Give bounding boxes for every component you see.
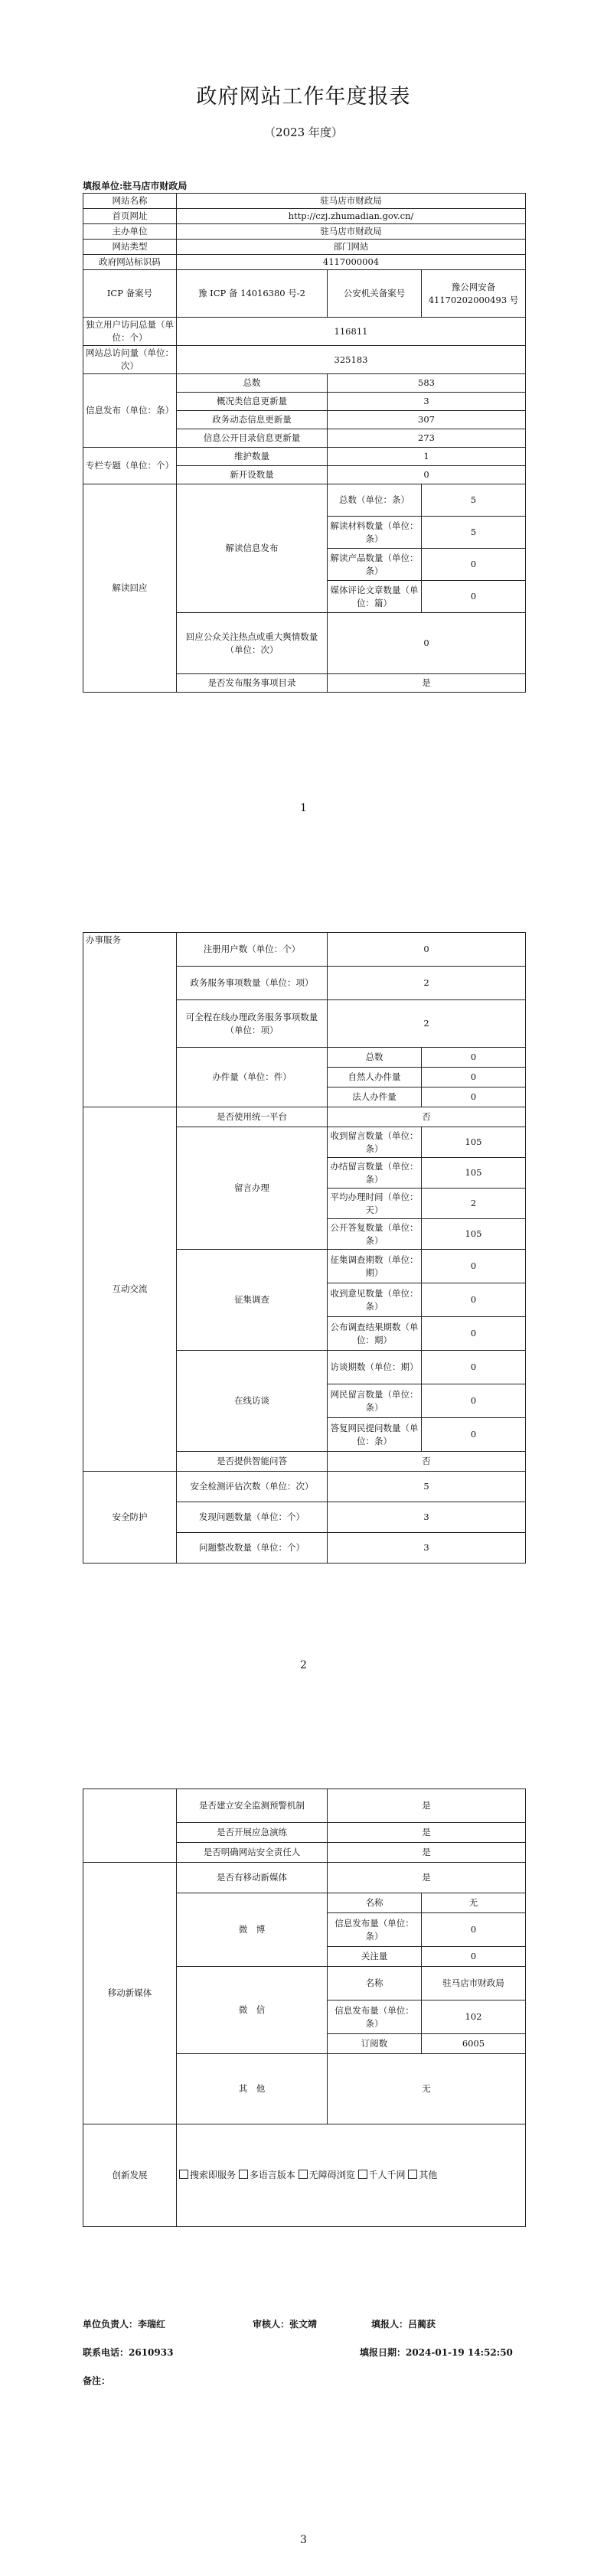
psb-label: 公安机关备案号 [328,270,422,318]
owner-value: 是 [328,1843,526,1863]
unit-leader: 单位负责人：李瑞红 [83,2319,166,2330]
owner-label: 是否明确网站安全责任人 [177,1843,328,1863]
report-table-page2 [83,932,526,1564]
weibo-name-label: 名称 [328,1893,422,1913]
home-url-label: 首页网址 [83,209,177,224]
info-catalog-value: 273 [328,429,526,448]
survey-opinion-label: 收到意见数量（单位：条） [328,1283,422,1317]
home-url-value: http://czj.zhumadian.gov.cn/ [177,209,526,224]
items-label: 政务服务事项数量（单位：项） [177,967,328,1000]
sponsor-label: 主办单位 [83,224,177,240]
site-code-value: 4117000004 [177,255,526,270]
handle-legal-label: 法人办件量 [328,1087,422,1107]
wechat-label: 微 信 [177,1967,328,2054]
has-media-label: 是否有移动新媒体 [177,1863,328,1893]
icp-label: ICP 备案号 [83,270,177,318]
report-table-page3 [83,1789,526,2227]
handle-person-value: 0 [422,1068,526,1087]
report-year: （2023 年度） [264,126,343,139]
wechat-sub-value: 6005 [422,2034,526,2054]
column-maintain-label: 维护数量 [177,448,328,466]
info-overview-value: 3 [328,393,526,411]
icp-value: 豫 ICP 备 14016380 号-2 [177,270,328,318]
sponsor-value: 驻马店市财政局 [177,224,526,240]
option-label: 千人千网 [368,2170,406,2180]
weibo-posts-value: 0 [422,1913,526,1947]
msg-days-label: 平均办理时间（单位：天） [328,1189,422,1219]
interview-label: 在线访谈 [177,1351,328,1452]
has-media-value: 是 [328,1863,526,1893]
wechat-posts-value: 102 [422,2000,526,2034]
security-blank-cell [83,1789,177,1863]
option-label: 多语言版本 [249,2170,295,2180]
filing-unit: 填报单位:驻马店市财政局 [83,181,188,191]
smart-qa-label: 是否提供智能问答 [177,1452,328,1472]
drill-label: 是否开展应急演练 [177,1823,328,1843]
users-value: 0 [328,933,526,967]
interview-msg-value: 0 [422,1384,526,1418]
online-items-value: 2 [328,1000,526,1048]
interp-release-label: 解读信息发布 [177,484,328,613]
weibo-name-value: 无 [422,1893,526,1913]
interp-total-value: 5 [422,484,526,517]
site-name-label: 网站名称 [83,194,177,209]
info-release-label: 信息发布（单位：条） [83,374,177,448]
weibo-label: 微 博 [177,1893,328,1967]
page-number: 2 [300,1659,307,1671]
hotspot-label: 回应公众关注热点或重大舆情数量（单位：次） [177,613,328,674]
page-number: 3 [300,2534,307,2546]
survey-topics-value: 0 [422,1250,526,1283]
info-total-label: 总数 [177,374,328,393]
survey-topics-label: 征集调查期数（单位：期） [328,1250,422,1283]
security-test-value: 5 [328,1472,526,1502]
wechat-name-value: 驻马店市财政局 [422,1967,526,2000]
contact-phone: 联系电话：2610933 [83,2347,174,2358]
interp-material-label: 解读材料数量（单位：条） [328,517,422,549]
innovation-label: 创新发展 [83,2124,177,2227]
service-label: 办事服务 [83,933,177,1107]
info-dynamic-label: 政务动态信息更新量 [177,411,328,429]
column-new-label: 新开设数量 [177,466,328,484]
remarks: 备注： [83,2375,111,2386]
security-found-value: 3 [328,1502,526,1533]
msg-recv-value: 105 [422,1127,526,1158]
weibo-follow-value: 0 [422,1947,526,1967]
handle-total-label: 总数 [328,1048,422,1068]
uv-label: 独立用户访问总量（单位：个） [83,318,177,346]
wechat-sub-label: 订阅数 [328,2034,422,2054]
survey-result-label: 公布调查结果期数（单位：期） [328,1317,422,1351]
security-found-label: 发现问题数量（单位：个） [177,1502,328,1533]
interview-count-value: 0 [422,1351,526,1384]
reviewer: 审核人：张文靖 [253,2319,318,2330]
media-comment-value: 0 [422,581,526,613]
column-maintain-value: 1 [328,448,526,466]
media-comment-label: 媒体评论文章数量（单位：篇） [328,581,422,613]
column-new-value: 0 [328,466,526,484]
hotspot-value: 0 [328,613,526,674]
wechat-posts-label: 信息发布量（单位：条） [328,2000,422,2034]
info-total-value: 583 [328,374,526,393]
message-handling-label: 留言办理 [177,1127,328,1250]
service-catalog-label: 是否发布服务事项目录 [177,674,328,693]
online-items-label: 可全程在线办理政务服务事项数量（单位：项） [177,1000,328,1048]
filing-date: 填报日期：2024-01-19 14:52:50 [360,2347,513,2358]
survey-opinion-value: 0 [422,1283,526,1317]
report-table-page1 [83,193,526,693]
interview-answer-value: 0 [422,1418,526,1452]
interact-label: 互动交流 [83,1107,177,1472]
option-label: 搜索即服务 [190,2170,237,2180]
handle-total-value: 0 [422,1048,526,1068]
checkbox-search-service[interactable] [179,2170,188,2179]
pv-label: 网站总访问量（单位：次） [83,346,177,374]
checkbox-other[interactable] [408,2170,417,2179]
users-label: 注册用户数（单位：个） [177,933,328,967]
msg-pub-value: 105 [422,1219,526,1250]
checkbox-personalized[interactable] [358,2170,367,2179]
interp-total-label: 总数（单位：条） [328,484,422,517]
filler: 填报人：吕蔺获 [371,2319,436,2330]
service-catalog-value: 是 [328,674,526,693]
interp-product-label: 解读产品数量（单位：条） [328,549,422,581]
weibo-posts-label: 信息发布量（单位：条） [328,1913,422,1947]
survey-label: 征集调查 [177,1250,328,1351]
site-name-value: 驻马店市财政局 [177,194,526,209]
site-code-label: 政府网站标识码 [83,255,177,270]
checkbox-multilingual[interactable] [239,2170,248,2179]
smart-qa-value: 否 [328,1452,526,1472]
interview-answer-label: 答复网民提问数量（单位：条） [328,1418,422,1452]
security-label: 安全防护 [83,1472,177,1564]
info-dynamic-value: 307 [328,411,526,429]
uv-value: 116811 [177,318,526,346]
unified-platform-value: 否 [328,1107,526,1127]
pv-value: 325183 [177,346,526,374]
handle-person-label: 自然人办件量 [328,1068,422,1087]
handle-legal-value: 0 [422,1087,526,1107]
msg-done-label: 办结留言数量（单位：条） [328,1158,422,1189]
msg-recv-label: 收到留言数量（单位：条） [328,1127,422,1158]
info-catalog-label: 信息公开目录信息更新量 [177,429,328,448]
handle-label: 办件量（单位：件） [177,1048,328,1107]
option-label: 无障碍浏览 [308,2170,355,2180]
survey-result-value: 0 [422,1317,526,1351]
other-media-label: 其 他 [177,2054,328,2124]
monitor-label: 是否建立安全监测预警机制 [177,1789,328,1823]
psb-value: 豫公网安备 41170202000493 号 [422,270,526,318]
security-test-label: 安全检测评估次数（单位：次） [177,1472,328,1502]
page-number: 1 [300,802,307,814]
items-value: 2 [328,967,526,1000]
response-label: 解读回应 [83,484,177,693]
interview-count-label: 访谈期数（单位：期） [328,1351,422,1384]
new-media-label: 移动新媒体 [83,1863,177,2124]
security-fixed-value: 3 [328,1533,526,1564]
unified-platform-label: 是否使用统一平台 [177,1107,328,1127]
page-title: 政府网站工作年度报表 [196,85,411,109]
option-label: 其他 [419,2170,438,2180]
weibo-follow-label: 关注量 [328,1947,422,1967]
wechat-name-label: 名称 [328,1967,422,2000]
monitor-value: 是 [328,1789,526,1823]
drill-value: 是 [328,1823,526,1843]
interp-product-value: 0 [422,549,526,581]
msg-pub-label: 公开答复数量（单位：条） [328,1219,422,1250]
site-type-label: 网站类型 [83,240,177,255]
interp-material-value: 5 [422,517,526,549]
site-type-value: 部门网站 [177,240,526,255]
interview-msg-label: 网民留言数量（单位：条） [328,1384,422,1418]
column-label: 专栏专题（单位：个） [83,448,177,484]
security-fixed-label: 问题整改数量（单位：个） [177,1533,328,1564]
info-overview-label: 概况类信息更新量 [177,393,328,411]
other-media-value: 无 [328,2054,526,2124]
msg-days-value: 2 [422,1189,526,1219]
msg-done-value: 105 [422,1158,526,1189]
checkbox-accessibility[interactable] [299,2170,308,2179]
innovation-options [177,2124,526,2227]
